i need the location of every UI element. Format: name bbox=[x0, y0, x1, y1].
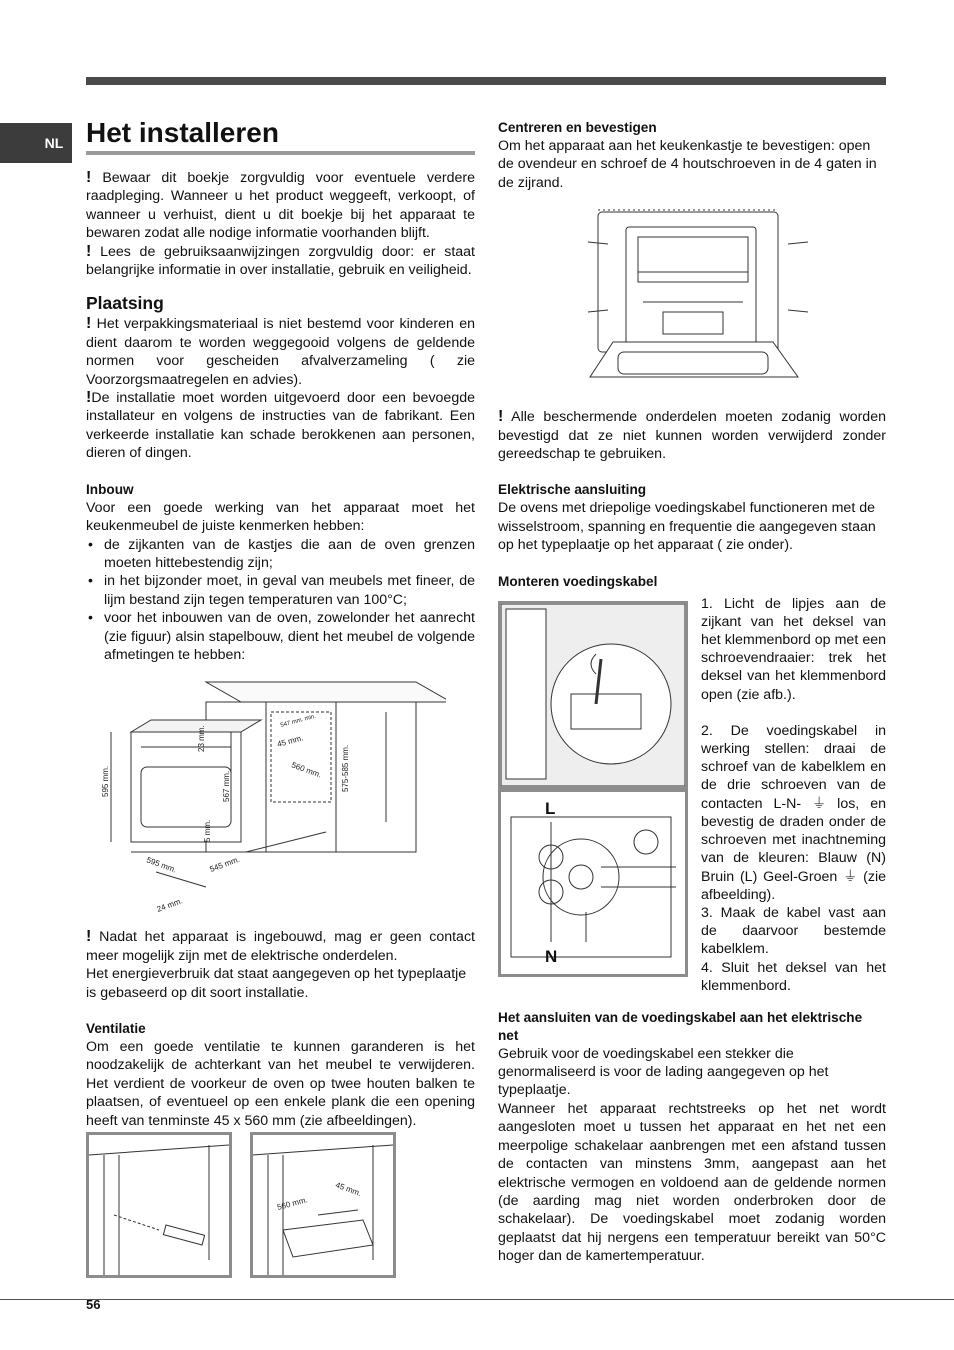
step-4: 4. Sluit het deksel van het klemmenbord. bbox=[701, 959, 886, 994]
dim-label: 545 mm. bbox=[208, 855, 241, 875]
mounting-steps bbox=[701, 595, 886, 995]
bottom-rule bbox=[0, 1299, 954, 1300]
dim-label: 595 mm. bbox=[145, 855, 178, 875]
dim-label: 567 mm. bbox=[222, 771, 231, 803]
terminal-label-l: L bbox=[545, 798, 556, 818]
dim-label: 23 mm. bbox=[197, 725, 206, 753]
step-1: 1. Licht de lipjes aan de zijkant van het deksel van het klemmenbord op met een schroevendraaier: trek het deksel van het klemmenbord open (zie afb.). bbox=[701, 595, 886, 703]
cable-mounting-block bbox=[498, 595, 887, 994]
terminal-cover-illustration bbox=[498, 601, 688, 789]
ventilation-illustration-plank bbox=[250, 1132, 396, 1278]
inbouw-paragraph-1: Voor een goede werking van het apparaat moet het keukenmeubel de juiste kenmerken hebben: bbox=[86, 499, 475, 535]
list-item: • de zijkanten van de kastjes die aan de oven grenzen moeten hittebestendig zijn; bbox=[104, 536, 475, 573]
dim-label: 560 mm. bbox=[276, 1195, 309, 1212]
intro-paragraph-1: ! Bewaar dit boekje zorgvuldig voor eventuele verdere raadpleging. Wanneer u het product weggeeft, verkoopt, of wanneer u verhuist, dient u dit boekje bij het apparaat te bewaren zodat alle nodige informatie voorhanden blijft. bbox=[86, 169, 475, 242]
dim-label: 24 mm. bbox=[155, 896, 184, 915]
inbouw-paragraph-2: ! Nadat het apparaat is ingebouwd, mag er geen contact meer mogelijk zijn met de elektrische onderdelen. bbox=[86, 928, 475, 964]
ground-icon: ⏚ bbox=[843, 868, 858, 885]
elektrisch-paragraph-1: De ovens met driepolige voedingskabel functioneren met de wisselstroom, spanning en frequentie die aangegeven staan op het typeplaatje op het apparaat ( zie onder). bbox=[498, 500, 876, 554]
section-heading-centreren: Centreren en bevestigen bbox=[498, 120, 657, 135]
ventilatie-paragraph-1: Om een goede ventilatie te kunnen garanderen is het noodzakelijk de achterkant van het meubel te verwijderen. Het verdient de voorkeur de oven op twee houten balken te plaatsen, of eventueel op een enkele plank die een opening heeft van tenminste 45 x 560 mm (zie afbeeldingen). bbox=[86, 1038, 475, 1129]
centreren-paragraph-2: ! Alle beschermende onderdelen moeten zodanig worden bevestigd dat ze niet kunnen worden verwijderd zonder gereedschap te gebruiken. bbox=[498, 408, 886, 463]
page-title: Het installeren bbox=[86, 115, 475, 155]
inbouw-paragraph-3: Het energieverbruik dat staat aangegeven op het typeplaatje is gebaseerd op dit soort installatie. bbox=[86, 966, 467, 1001]
dim-label: 45 mm. bbox=[276, 733, 305, 750]
built-in-dimensions-illustration bbox=[86, 672, 446, 922]
section-heading-elektrisch: Elektrische aansluiting bbox=[498, 482, 647, 498]
page-number: 56 bbox=[86, 1297, 101, 1312]
aansluiten-paragraph-2: Wanneer het apparaat rechtstreeks op het net wordt aangesloten moet u tussen het apparaat en het net een meerpolige schakelaar aanbrengen met een afstand tussen de contacten van minstens 3mm, aangepast aan het elektrische vermogen en voldoend aan de geldende normen (de aarding mag niet worden onderbroken door de schakelaar). De voedingskabel moet zodanig worden geplaatst dat hij nergens een temperatuur bereikt van 50°C hoger dan de kamertemperatuur. bbox=[498, 1100, 886, 1265]
dim-label: 575-585 mm. bbox=[341, 745, 350, 793]
plaatsing-paragraph-1: ! Het verpakkingsmateriaal is niet bestemd voor kinderen en dient daarom te worden weggegooid volgens de geldende normen voor gescheiden afvalverzameling ( zie Voorzorgsmaatregelen en advies). bbox=[86, 315, 475, 388]
dim-label: 560 mm. bbox=[290, 760, 323, 780]
ground-icon: ⏚ bbox=[812, 795, 827, 812]
step-3: 3. Maak de kabel vast aan de daarvoor bestemde kabelklem. bbox=[701, 904, 886, 958]
dim-label: 5 mm. bbox=[203, 820, 212, 843]
inbouw-list bbox=[86, 536, 475, 665]
terminal-block-illustration bbox=[498, 789, 688, 977]
oven-fixing-illustration bbox=[498, 202, 886, 402]
plaatsing-paragraph-2: !De installatie moet worden uitgevoerd door een bevoegde installateur en volgens de instructies van de fabrikant. Een verkeerde installatie kan schade berokkenen aan personen, dieren of dingen. bbox=[86, 389, 475, 462]
terminal-label-n: N bbox=[545, 946, 558, 966]
language-tab: NL bbox=[0, 123, 72, 163]
section-heading-plaatsing: Plaatsing bbox=[86, 293, 164, 314]
dim-label: 547 mm. min. bbox=[279, 714, 317, 730]
aansluiten-paragraph-1: Gebruik voor de voedingskabel een stekker die genormaliseerd is voor de lading aangegeven op het typeplaatje. bbox=[498, 1045, 829, 1099]
section-heading-ventilatie: Ventilatie bbox=[86, 1020, 146, 1036]
list-item: • in het bijzonder moet, in geval van meubels met fineer, de lijm bestand zijn tegen temperaturen van 100°C; bbox=[104, 572, 475, 609]
list-item: • voor het inbouwen van de oven, zowelonder het aanrecht (zie figuur) alsin stapelbouw, dient het meubel de volgende afmetingen te hebben: bbox=[104, 609, 475, 664]
ventilation-illustration-beams bbox=[86, 1132, 232, 1278]
intro-paragraph-2: ! Lees de gebruiksaanwijzingen zorgvuldig door: er staat belangrijke informatie in over installatie, gebruik en veiligheid. bbox=[86, 242, 475, 279]
top-rule bbox=[86, 77, 886, 85]
dim-label: 595 mm. bbox=[101, 766, 110, 798]
dim-label: 45 mm. bbox=[334, 1180, 363, 1199]
section-heading-inbouw: Inbouw bbox=[86, 481, 134, 497]
centreren-paragraph-1: Om het apparaat aan het keukenkastje te bevestigen: open de ovendeur en schroef de 4 houtschroeven in de 4 gaten in de zijrand. bbox=[498, 138, 877, 191]
left-column bbox=[86, 115, 475, 1278]
ventilation-illustrations bbox=[86, 1132, 475, 1278]
right-column bbox=[498, 119, 886, 1266]
section-heading-monteren: Monteren voedingskabel bbox=[498, 573, 658, 589]
section-heading-aansluiten: Het aansluiten van de voedingskabel aan het elektrische net bbox=[498, 1009, 863, 1043]
step-2: 2. De voedingskabel in werking stellen: draai de schroef van de kabelklem en de drie schroeven van de contacten L-N- ⏚ los, en bevestig de draden onder de schroeven met inachtneming van de kleuren: Blauw (N) Bruin (L) Geel-Groen ⏚ (zie afbeelding). bbox=[701, 722, 887, 903]
